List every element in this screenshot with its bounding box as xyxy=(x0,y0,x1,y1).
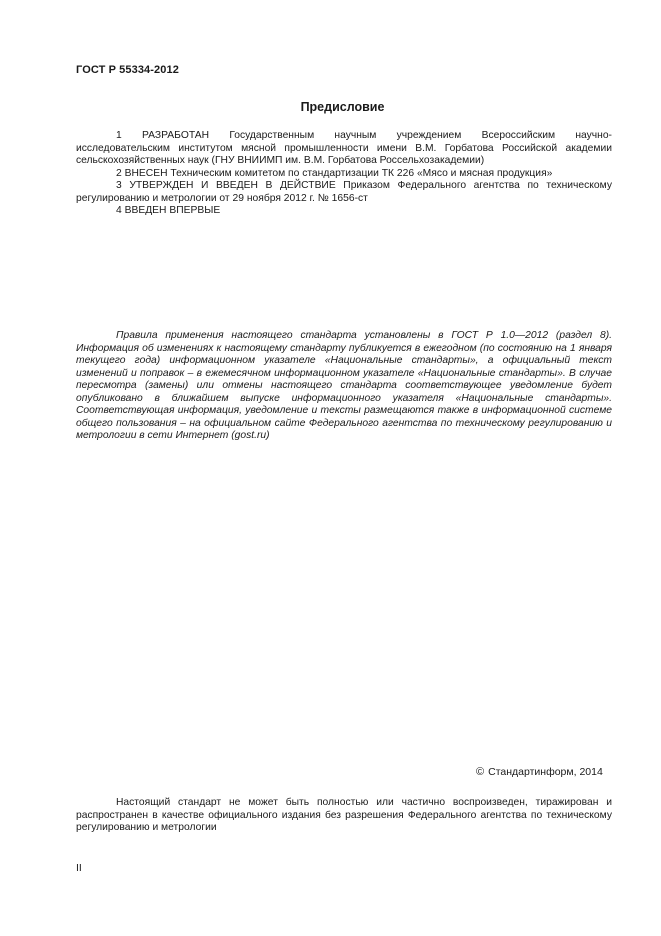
preface-item-1-rest: исследовательским институтом мясной промышленности имени В.М. Горбатова Российской академии сельскохозяйственных наук (ГНУ ВНИИМП им. В.М. Горбатова Россельхозакадемии) xyxy=(76,142,612,166)
copyright xyxy=(476,766,603,778)
preface-list xyxy=(76,130,612,218)
reproduction-notice-text: Настоящий стандарт не может быть полностью или частично воспроизведен, тиражирован и распространен в качестве официального издания без разрешения Федерального агентства по техническому регулированию и метрологии xyxy=(76,797,612,833)
preface-item-4: 4 ВВЕДЕН ВПЕРВЫЕ xyxy=(116,205,221,216)
page-title-text: Предисловие xyxy=(300,100,385,114)
preface-item-2: 2 ВНЕСЕН Техническим комитетом по стандартизации ТК 226 «Мясо и мясная продукция» xyxy=(116,167,553,179)
rules-note-text: Правила применения настоящего стандарта установлены в ГОСТ Р 1.0—2012 (раздел 8). Информация об изменениях к настоящему стандарту публикуется в ежегодном (по состоянию на 1 января текущего года) информационном указателе «Национальные стандарты», а официальный текст изменений и поправок – в ежемесячном информационном указателе «Национальные стандарты». В случае пересмотра (замены) или отмены настоящего стандарта соответствующее уведомление будет опубликовано в ближайшем выпуске информационного указателя «Национальные стандарты». Соответствующая информация, уведомление и тексты размещаются также в информационной системе общего пользования – на официальном сайте Федерального агентства по техническому регулированию и метрологии в сети Интернет (gost.ru) xyxy=(76,330,612,441)
preface-item-1-line1: 1 РАЗРАБОТАН Государственным научным учреждением Всероссийским научно- xyxy=(116,130,612,141)
page-title xyxy=(0,100,661,114)
preface-item-3: 3 УТВЕРЖДЕН И ВВЕДЕН В ДЕЙСТВИЕ Приказом Федерального агентства по техническому регулированию и метрологии от 29 ноября 2012 г. № 1656-ст xyxy=(76,180,612,204)
copyright-text: Стандартинформ, 2014 xyxy=(488,766,603,778)
reproduction-notice xyxy=(76,797,612,835)
rules-note xyxy=(76,330,612,443)
copyright-icon: © xyxy=(476,766,485,778)
document-code: ГОСТ Р 55334-2012 xyxy=(76,64,179,76)
page-number: II xyxy=(76,862,82,874)
